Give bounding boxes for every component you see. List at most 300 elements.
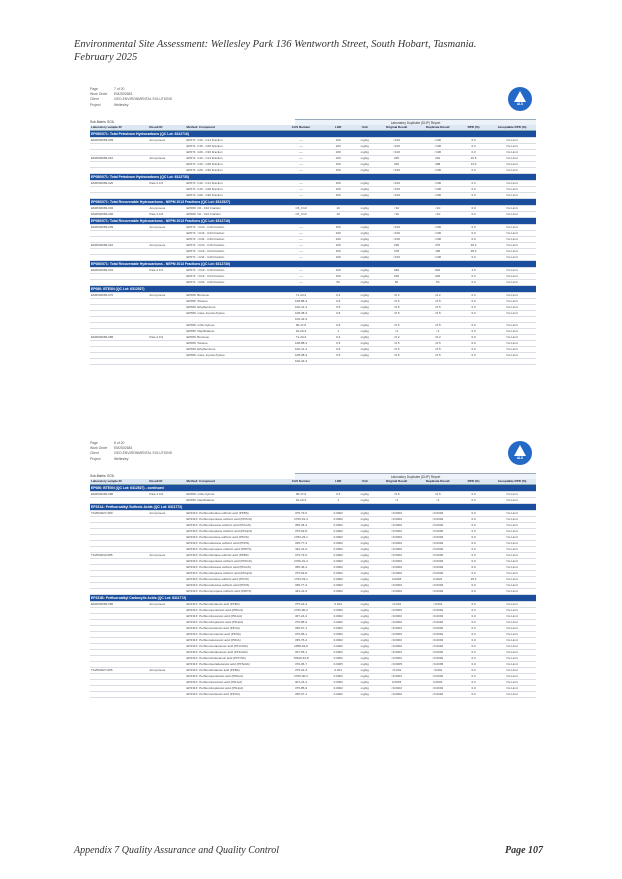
table-cell: EP071: >C10 - C16 Fraction (186, 243, 279, 249)
table-cell: EP231X: Perfluorooctanoic acid (PFOA) (186, 692, 279, 698)
table-cell: No Limit (488, 293, 536, 299)
table-cell: 100 (324, 156, 353, 162)
table-cell: ---- (278, 193, 323, 199)
table-cell: mg/kg (353, 602, 377, 608)
table-cell: 100 (324, 249, 353, 255)
table-cell: mg/kg (353, 644, 377, 650)
table-cell: 0.2 (324, 335, 353, 341)
table-cell: EP231X: Perfluorohexane sulfonic acid (PFHxS) (186, 565, 279, 571)
table-cell: 71-43-2 (278, 335, 323, 341)
table-cell: 108-38-3 (278, 311, 323, 317)
table-cell: EP080: Benzene (186, 335, 279, 341)
table-cell: 0.0002 (324, 571, 353, 577)
table-cell: 15.4 (459, 577, 488, 583)
table-cell: 375-22-4 (278, 602, 323, 608)
table-cell: Pate 4.0.9 (148, 335, 185, 341)
table-cell: 0.5 (324, 323, 353, 329)
table-cell: 375-85-9 (278, 686, 323, 692)
table-cell: No Limit (488, 305, 536, 311)
table-cell: 0.0 (459, 299, 488, 305)
column-header: RPD (%) (459, 479, 488, 485)
table-cell: <0.001 (377, 602, 417, 608)
table-cell: 0.0002 (324, 638, 353, 644)
column-header: Unit (353, 479, 377, 485)
table-cell: <0.0002 (416, 589, 458, 595)
table-cell: 0.0 (459, 608, 488, 614)
table-cell: 423-41-6 (278, 589, 323, 595)
table-cell: 0.0 (459, 650, 488, 656)
table-cell: <0.0002 (377, 517, 417, 523)
table-cell: 1763-23-1 (278, 577, 323, 583)
table-cell: 0.0 (459, 144, 488, 150)
table-cell: <0.0002 (416, 644, 458, 650)
table-cell: 220 (416, 274, 458, 280)
qc-group-header (90, 261, 536, 268)
table-cell: mg/kg (353, 193, 377, 199)
table-cell: Pate 4.0.8 (148, 212, 185, 218)
table-cell: <0.0002 (377, 638, 417, 644)
table-cell: No Limit (488, 541, 536, 547)
table-cell: mg/kg (353, 541, 377, 547)
table-cell: ---- (278, 237, 323, 243)
table-cell: <0.001 (416, 668, 458, 674)
qc-group-header (90, 174, 536, 181)
table-cell: <100 (416, 255, 458, 261)
table-cell: 0.0 (459, 632, 488, 638)
table-cell: No Limit (488, 571, 536, 577)
table-cell: EP231X: Perfluorooctane sulfonic acid (PFOS) (186, 535, 279, 541)
table-cell: <0.0002 (416, 565, 458, 571)
table-cell: mg/kg (353, 181, 377, 187)
table-cell: 345 (377, 156, 417, 162)
sub-matrix: Sub-Matrix: SOIL (90, 474, 115, 478)
table-cell: 0.0 (459, 686, 488, 692)
table-cell: <0.0002 (377, 529, 417, 535)
table-cell: TK2502027-085 (90, 668, 148, 674)
table-cell: 0.0 (459, 547, 488, 553)
qc-group-title: EP080/071: Total Recoverable Hydrocarbons - NEPM 2013 Fractions (QC Lot: 6312716) (90, 218, 536, 225)
table-cell: <0.5 (377, 347, 417, 353)
qc-group-title: EP080: BTEXN (QC Lot: 6312527) - continued (90, 485, 536, 492)
table-cell: 1763-23-1 (278, 535, 323, 541)
table-cell: 0.0002 (324, 541, 353, 547)
table-cell: 100-41-4 (278, 347, 323, 353)
table-cell: 0.0 (459, 231, 488, 237)
table-cell: EP071: C10 - C14 Fraction (186, 181, 279, 187)
table-cell: No Limit (488, 565, 536, 571)
table-cell: mg/kg (353, 329, 377, 335)
qc-group-title: EP080/071: Total Recoverable Hydrocarbons - NEPM 2013 Fractions (QC Lot: 6312527) (90, 199, 536, 206)
table-cell: 0.0 (459, 680, 488, 686)
duplicate-table (90, 479, 536, 698)
table-cell: ---- (278, 187, 323, 193)
table-cell: 100 (324, 255, 353, 261)
table-cell: No Limit (488, 193, 536, 199)
table-cell: No Limit (488, 237, 536, 243)
table-cell: 100 (324, 144, 353, 150)
column-header: Original Result (377, 479, 417, 485)
table-cell: EP231X: Perfluoroheptanoic acid (PFHpA) (186, 620, 279, 626)
table-cell: <0.0002 (377, 535, 417, 541)
table-cell: <0.0002 (377, 620, 417, 626)
table-cell: <0.0002 (416, 553, 458, 559)
table-cell: mg/kg (353, 650, 377, 656)
table-cell (377, 359, 417, 365)
table-cell: EM2502683-001 (90, 268, 148, 274)
table-cell: EP231X: Perfluoroheptane sulfonic acid (PFHpS) (186, 571, 279, 577)
table-cell: <1 (377, 498, 417, 504)
table-cell: <100 (377, 237, 417, 243)
table-cell: No Limit (488, 255, 536, 261)
table-cell: EP080: C6 - C10 Fraction (186, 206, 279, 212)
table-cell: 0.0 (459, 293, 488, 299)
table-cell: No Limit (488, 212, 536, 218)
table-cell: mg/kg (353, 535, 377, 541)
table-cell: <0.0002 (377, 608, 417, 614)
table-cell: mg/kg (353, 162, 377, 168)
table-cell: 0.0 (459, 168, 488, 174)
table-cell: 0.0002 (324, 589, 353, 595)
table-cell: EP080: meta- & para-Xylene (186, 353, 279, 359)
report-meta (90, 87, 536, 119)
table-cell: 0.0 (459, 644, 488, 650)
table-cell: No Limit (488, 583, 536, 589)
table-cell: EP071: >C34 - C40 Fraction (186, 280, 279, 286)
column-header: CAS Number (278, 479, 323, 485)
table-cell: <0.0002 (416, 638, 458, 644)
qc-group-title: EP231B: Perfluoroalkyl Carboxylic Acids (QC Lot: 6311772) (90, 595, 536, 602)
table-cell: EP071: >C16 - C34 Fraction (186, 249, 279, 255)
table-cell: mg/kg (353, 299, 377, 305)
table-cell: Anonymous (148, 293, 185, 299)
table-cell: EP231X: Perfluorononanoic acid (PFNA) (186, 632, 279, 638)
table-cell: 100 (324, 150, 353, 156)
table-cell: <0.5 (377, 305, 417, 311)
column-header: Result ID (148, 479, 185, 485)
table-cell: C6_C10 (278, 206, 323, 212)
table-cell: 0.0 (459, 656, 488, 662)
table-cell: 2706-90-3 (278, 674, 323, 680)
table-cell: 355-46-4 (278, 523, 323, 529)
table-cell: EM2502683-086 (90, 335, 148, 341)
table-cell: 0.0 (459, 662, 488, 668)
table-cell: 91-20-3 (278, 329, 323, 335)
meta-label: Page (90, 441, 98, 445)
table-cell: mg/kg (353, 523, 377, 529)
table-cell: mg/kg (353, 632, 377, 638)
table-cell: 26.2 (459, 243, 488, 249)
table-cell: EP080: Naphthalene (186, 498, 279, 504)
table-cell: 1 (324, 329, 353, 335)
table-cell: mg/kg (353, 662, 377, 668)
table-cell: 2706-90-3 (278, 608, 323, 614)
table-cell: No Limit (488, 225, 536, 231)
table-cell: ---- (278, 144, 323, 150)
table-cell: ---- (278, 243, 323, 249)
table-cell: <0.0002 (416, 529, 458, 535)
table-cell: mg/kg (353, 614, 377, 620)
table-cell: No Limit (488, 668, 536, 674)
table-cell: mg/kg (353, 571, 377, 577)
table-cell: <0.0002 (377, 644, 417, 650)
table-cell (324, 359, 353, 365)
table-cell: No Limit (488, 656, 536, 662)
meta-value: GEO-ENVIRONMENTAL SOLUTIONS (114, 451, 173, 456)
table-cell: <0.0002 (416, 517, 458, 523)
table-cell: No Limit (488, 553, 536, 559)
table-cell: <0.0002 (377, 614, 417, 620)
table-cell: <0.5 (377, 311, 417, 317)
table-cell: 335-77-3 (278, 541, 323, 547)
meta-value: 8 of 20 (114, 441, 125, 445)
table-cell: 0.0 (459, 138, 488, 144)
meta-label: Client (90, 97, 99, 102)
table-cell: 100 (324, 168, 353, 174)
table-cell: 106-42-3 (278, 317, 323, 323)
table-cell: Anonymous (148, 553, 185, 559)
table-cell: mg/kg (353, 529, 377, 535)
table-cell: EP080: Ethylbenzene (186, 347, 279, 353)
table-cell: 375-92-8 (278, 529, 323, 535)
table-cell: EP071: C10 - C14 Fraction (186, 156, 279, 162)
table-cell: mg/kg (353, 268, 377, 274)
column-header: CAS Number (278, 125, 323, 131)
table-cell: 276 (416, 243, 458, 249)
table-cell: 91-20-3 (278, 498, 323, 504)
table-cell: EP071: C15 - C28 Fraction (186, 187, 279, 193)
table-cell: 100 (324, 268, 353, 274)
table-cell: ---- (278, 162, 323, 168)
table-cell: <0.0002 (416, 626, 458, 632)
table-cell: Anonymous (148, 668, 185, 674)
table-cell: Anonymous (148, 225, 185, 231)
table-cell: 95-47-6 (278, 323, 323, 329)
sub-header (90, 119, 536, 125)
table-cell: mg/kg (353, 237, 377, 243)
table-cell: ---- (278, 274, 323, 280)
column-header: Original Result (377, 125, 417, 131)
meta-value: EM2502683 (114, 446, 133, 451)
table-cell: mg/kg (353, 498, 377, 504)
table-cell: mg/kg (353, 656, 377, 662)
qc-group-header (90, 485, 536, 492)
table-cell: 0.0 (459, 274, 488, 280)
column-header: Laboratory sample ID (90, 125, 148, 131)
table-cell: <0.0002 (377, 632, 417, 638)
table-cell: EP231X: Perfluoroundecanoic acid (PFUnDA) (186, 644, 279, 650)
table-cell: 0.0 (459, 517, 488, 523)
table-cell: ---- (278, 168, 323, 174)
table-cell: No Limit (488, 602, 536, 608)
table-cell: 166 (416, 249, 458, 255)
meta-value: EM2502683 (114, 92, 133, 97)
table-cell: EP231X: Perfluoroheptanoic acid (PFHpA) (186, 686, 279, 692)
table-cell: <100 (416, 187, 458, 193)
table-cell: 0.0 (459, 674, 488, 680)
table-cell: mg/kg (353, 274, 377, 280)
table-cell: EP231X: Perfluorobutane sulfonic acid (PFBS) (186, 553, 279, 559)
table-cell: EP080: Toluene (186, 341, 279, 347)
table-cell (353, 359, 377, 365)
table-cell: 0.0002 (324, 614, 353, 620)
table-cell: mg/kg (353, 583, 377, 589)
table-cell: EM2502683-086 (90, 492, 148, 498)
table-cell: 100 (324, 138, 353, 144)
table-cell: 307-24-4 (278, 680, 323, 686)
table-cell: 0.0002 (324, 692, 353, 698)
table-cell: <100 (416, 181, 458, 187)
footer-page-number: Page 107 (505, 845, 544, 856)
table-cell: EM2502683-020 (90, 181, 148, 187)
table-cell: 0.0 (459, 511, 488, 517)
table-cell: mg/kg (353, 156, 377, 162)
table-cell: <0.2 (416, 335, 458, 341)
table-cell: 0.0024 (416, 577, 458, 583)
table-cell: 0.0005 (324, 662, 353, 668)
table-cell: EP231X: Perfluorohexanoic acid (PFHxA) (186, 614, 279, 620)
table-cell: <0.5 (416, 341, 458, 347)
table-cell: No Limit (488, 644, 536, 650)
table-cell: No Limit (488, 523, 536, 529)
table-cell: 0.0 (459, 668, 488, 674)
table-cell (459, 359, 488, 365)
table-cell: <0.5 (377, 323, 417, 329)
table-cell: 375-92-8 (278, 571, 323, 577)
table-cell: 0.0 (459, 620, 488, 626)
table-cell: ---- (278, 231, 323, 237)
table-cell: ---- (278, 225, 323, 231)
table-cell: ---- (278, 280, 323, 286)
table-cell: <100 (377, 193, 417, 199)
table-cell: Pate 2.0.9 (148, 181, 185, 187)
table-cell: 423-41-6 (278, 547, 323, 553)
table-cell: 100 (324, 243, 353, 249)
table-cell: <100 (416, 150, 458, 156)
table-cell: <0.0002 (377, 650, 417, 656)
table-cell: 50 (377, 280, 417, 286)
table-cell: 108-38-3 (278, 353, 323, 359)
table-cell: 0.001 (324, 668, 353, 674)
table-cell: Anonymous (148, 206, 185, 212)
table-cell: EP080: Toluene (186, 299, 279, 305)
table-cell: <0.0002 (416, 632, 458, 638)
table-cell: No Limit (488, 268, 536, 274)
table-cell: 16.5 (459, 156, 488, 162)
column-header: Result ID (148, 125, 185, 131)
qc-group-header (90, 286, 536, 293)
table-cell: 0.0 (459, 237, 488, 243)
table-cell: <0.2 (377, 335, 417, 341)
table-cell: No Limit (488, 589, 536, 595)
table-cell: EP071: >C34 - C40 Fraction (186, 237, 279, 243)
table-cell: 0.0 (459, 602, 488, 608)
table-cell: Anonymous (148, 138, 185, 144)
table-cell: 0.5 (324, 311, 353, 317)
table-cell: mg/kg (353, 577, 377, 583)
table-cell: mg/kg (353, 511, 377, 517)
table-cell: No Limit (488, 632, 536, 638)
table-cell: mg/kg (353, 589, 377, 595)
table-cell: <0.0002 (377, 547, 417, 553)
footer-appendix: Appendix 7 Quality Assurance and Quality Control (74, 845, 279, 856)
table-cell: No Limit (488, 577, 536, 583)
table-cell (90, 692, 148, 698)
table-cell: No Limit (488, 138, 536, 144)
table-cell: 0.0 (459, 614, 488, 620)
logo-text: ALS (516, 456, 524, 460)
table-cell: <100 (416, 231, 458, 237)
table-cell: 0.0002 (324, 650, 353, 656)
duplicate-table (90, 125, 536, 365)
table-cell: EP231X: Perfluoropentane sulfonic acid (PFPeS) (186, 559, 279, 565)
table-cell: <0.0002 (416, 656, 458, 662)
table-cell: <0.0002 (377, 692, 417, 698)
table-cell: 0.2 (324, 293, 353, 299)
table-cell: EP231X: Perfluorobutanoic acid (PFBA) (186, 602, 279, 608)
table-cell: No Limit (488, 144, 536, 150)
table-cell: ---- (278, 156, 323, 162)
table-cell: 0.0 (459, 181, 488, 187)
table-cell: EP231X: Perfluorohexane sulfonic acid (PFHxS) (186, 523, 279, 529)
table-row (90, 692, 536, 698)
table-cell: No Limit (488, 529, 536, 535)
table-cell: 100 (324, 162, 353, 168)
table-cell: 100 (324, 225, 353, 231)
table-cell: 2058-94-8 (278, 644, 323, 650)
table-cell: <100 (416, 168, 458, 174)
table-cell: <100 (377, 144, 417, 150)
table-cell: 100 (324, 231, 353, 237)
table-cell: 0.0 (459, 150, 488, 156)
column-header: Duplicate Result (416, 125, 458, 131)
qc-group-title: EP080: BTEXN (QC Lot: 6312527) (90, 286, 536, 293)
table-cell: No Limit (488, 187, 536, 193)
table-cell: 0.0002 (324, 511, 353, 517)
table-cell: <100 (416, 193, 458, 199)
logo-text: ALS (516, 102, 524, 106)
table-cell: 0.0 (459, 565, 488, 571)
table-cell: 0.0002 (324, 517, 353, 523)
table-cell: <100 (416, 225, 458, 231)
table-cell: 108-88-3 (278, 341, 323, 347)
table-cell: Pate 2.0.9 (148, 268, 185, 274)
table-cell: 0.0 (459, 280, 488, 286)
column-header: Method: Compound (186, 125, 279, 131)
table-cell: 0.0 (459, 571, 488, 577)
table-cell: mg/kg (353, 553, 377, 559)
table-cell: 291 (416, 156, 458, 162)
table-cell: 0.5 (324, 492, 353, 498)
table-cell: 13.0 (459, 162, 488, 168)
table-cell (416, 359, 458, 365)
table-cell: EP071: >C10 - C16 Fraction (186, 268, 279, 274)
table-cell: C6_C10 (278, 212, 323, 218)
qc-group-header (90, 595, 536, 602)
meta-label: Work Order (90, 446, 108, 451)
column-header: Unit (353, 125, 377, 131)
table-cell: <0.0002 (377, 541, 417, 547)
table-cell: ---- (278, 249, 323, 255)
table-cell: Anonymous (148, 243, 185, 249)
table-cell: <1 (416, 498, 458, 504)
table-cell: 0.0 (459, 353, 488, 359)
table-cell: 100 (324, 187, 353, 193)
table-cell: <0.5 (377, 353, 417, 359)
table-cell: 0.0002 (324, 608, 353, 614)
als-logo (508, 441, 532, 465)
table-cell: <0.0002 (416, 583, 458, 589)
table-cell: 0.0 (459, 225, 488, 231)
